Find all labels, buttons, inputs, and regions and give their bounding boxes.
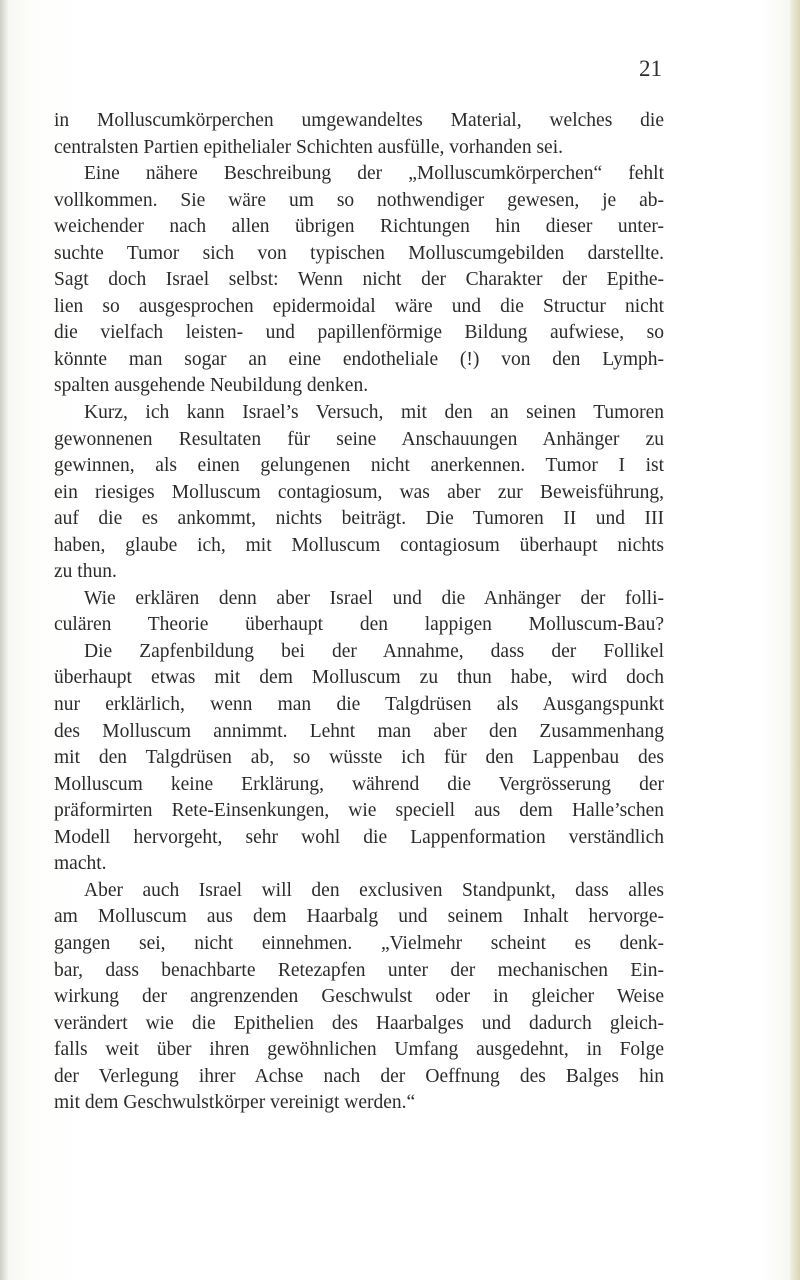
- text-line: des Molluscum annimmt. Lehnt man aber den Zusammenhang: [54, 720, 664, 742]
- page-number: 21: [639, 56, 662, 81]
- text-line: präformirten Rete-Einsenkungen, wie speciell aus dem Halle’schen: [54, 800, 664, 822]
- text-line: wirkung der angrenzenden Geschwulst oder in gleicher Weise: [54, 986, 664, 1008]
- text-line: überhaupt etwas mit dem Molluscum zu thun habe, wird doch: [54, 667, 664, 689]
- text-line: centralsten Partien epithelialer Schichten ausfülle, vorhanden sei.: [54, 136, 563, 158]
- text-line: verändert wie die Epithelien des Haarbalges und dadurch gleich-: [54, 1012, 664, 1034]
- left-page-edge: [0, 0, 8, 1280]
- text-line: gewinnen, als einen gelungenen nicht anerkennen. Tumor I ist: [54, 455, 664, 477]
- text-line: Aber auch Israel will den exclusiven Standpunkt, dass alles: [84, 879, 664, 901]
- text-line: gangen sei, nicht einnehmen. „Vielmehr scheint es denk-: [54, 932, 664, 954]
- text-line: vollkommen. Sie wäre um so nothwendiger gewesen, je ab-: [54, 189, 664, 211]
- text-line: am Molluscum aus dem Haarbalg und seinem Inhalt hervorge-: [54, 906, 664, 928]
- text-line: könnte man sogar an eine endotheliale (!) von den Lymph-: [54, 348, 664, 370]
- text-line: weichender nach allen übrigen Richtungen hin dieser unter-: [54, 216, 664, 238]
- text-line: falls weit über ihren gewöhnlichen Umfang ausgedehnt, in Folge: [54, 1039, 664, 1061]
- text-line: spalten ausgehende Neubildung denken.: [54, 375, 369, 397]
- text-line: macht.: [54, 853, 107, 875]
- text-line: bar, dass benachbarte Retezapfen unter der mechanischen Ein-: [54, 959, 664, 981]
- text-line: Sagt doch Israel selbst: Wenn nicht der Charakter der Epithe-: [54, 269, 664, 291]
- text-line: Die Zapfenbildung bei der Annahme, dass der Follikel: [84, 640, 664, 662]
- text-line: suchte Tumor sich von typischen Molluscumgebilden darstellte.: [54, 242, 664, 264]
- body-text: [54, 108, 664, 1117]
- text-line: auf die es ankommt, nichts beiträgt. Die Tumoren II und III: [54, 508, 664, 530]
- text-line: culären Theorie überhaupt den lappigen Molluscum-Bau?: [54, 614, 664, 636]
- text-line: gewonnenen Resultaten für seine Anschauungen Anhänger zu: [54, 428, 664, 450]
- text-line: zu thun.: [54, 561, 117, 583]
- text-line: Kurz, ich kann Israel’s Versuch, mit den an seinen Tumoren: [84, 402, 664, 424]
- right-page-edge: [790, 0, 800, 1280]
- text-line: nur erklärlich, wenn man die Talgdrüsen als Ausgangspunkt: [54, 694, 664, 716]
- text-line: haben, glaube ich, mit Molluscum contagiosum überhaupt nichts: [54, 534, 664, 556]
- text-line: Wie erklären denn aber Israel und die Anhänger der folli-: [84, 587, 664, 609]
- text-line: Eine nähere Beschreibung der „Molluscumkörperchen“ fehlt: [84, 163, 664, 185]
- text-line: lien so ausgesprochen epidermoidal wäre und die Structur nicht: [54, 295, 664, 317]
- text-line: der Verlegung ihrer Achse nach der Oeffnung des Balges hin: [54, 1065, 664, 1087]
- text-line: Molluscum keine Erklärung, während die Vergrösserung der: [54, 773, 664, 795]
- text-line: mit dem Geschwulstkörper vereinigt werden.“: [54, 1092, 416, 1114]
- text-line: ein riesiges Molluscum contagiosum, was aber zur Beweisführung,: [54, 481, 664, 503]
- text-line: die vielfach leisten- und papillenförmige Bildung aufwiese, so: [54, 322, 664, 344]
- text-line: Modell hervorgeht, sehr wohl die Lappenformation verständlich: [54, 826, 664, 848]
- text-line: mit den Talgdrüsen ab, so wüsste ich für den Lappenbau des: [54, 747, 664, 769]
- text-line: in Molluscumkörperchen umgewandeltes Material, welches die: [54, 110, 664, 131]
